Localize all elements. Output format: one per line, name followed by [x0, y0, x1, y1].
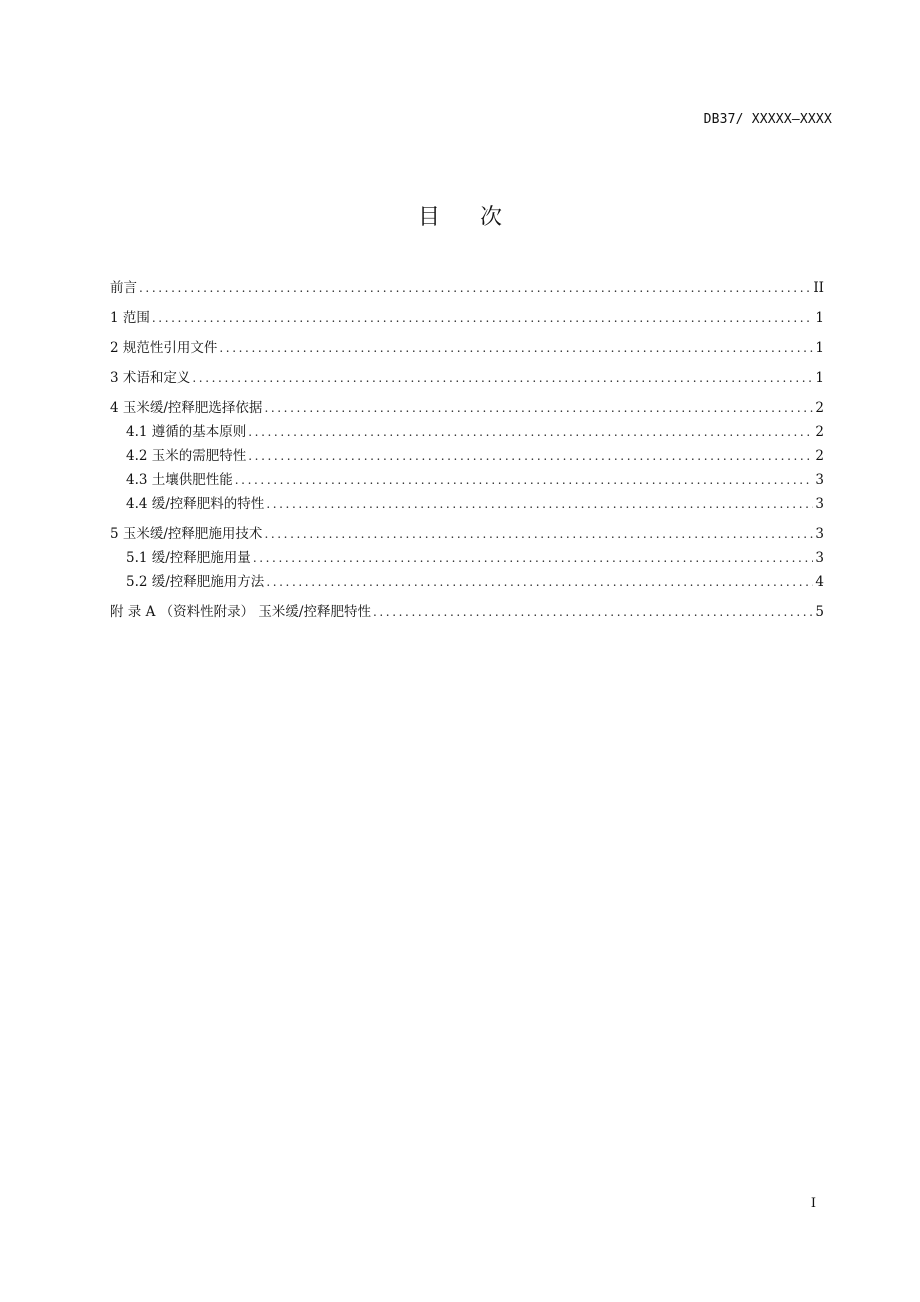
dot-leader [266, 494, 813, 514]
toc-entry-label: 5.1 缓/控释肥施用量 [126, 550, 251, 566]
toc-entry-page: 3 [815, 472, 824, 488]
toc-entry-label: 4 玉米缓/控释肥选择依据 [110, 400, 263, 416]
toc-entry-appendix-a[interactable] [110, 602, 824, 622]
toc-entry-terms-definitions[interactable] [110, 368, 824, 388]
toc-entry-label: 4.4 缓/控释肥料的特性 [126, 496, 265, 512]
dot-leader [139, 278, 811, 298]
toc-entry-section-5-2[interactable] [110, 572, 824, 592]
toc-entry-label: 2 规范性引用文件 [110, 340, 218, 356]
toc-entry-section-4[interactable] [110, 398, 824, 418]
toc-entry-label: 3 术语和定义 [110, 370, 191, 386]
dot-leader [373, 602, 813, 622]
dot-leader [192, 368, 813, 388]
toc-entry-label: 5 玉米缓/控释肥施用技术 [110, 526, 263, 542]
dot-leader [235, 470, 814, 490]
toc-entry-page: 1 [815, 310, 824, 326]
toc-entry-label: 4.2 玉米的需肥特性 [126, 448, 247, 464]
toc-entry-label: 前言 [110, 280, 137, 296]
toc-entry-label: 4.1 遵循的基本原则 [126, 424, 247, 440]
page-number: I [810, 1196, 816, 1211]
toc-entry-page: 4 [815, 574, 824, 590]
toc-entry-page: 1 [815, 370, 824, 386]
dot-leader [264, 398, 813, 418]
toc-entry-section-5[interactable] [110, 524, 824, 544]
dot-leader [264, 524, 813, 544]
toc-entry-section-4-2[interactable] [110, 446, 824, 466]
table-of-contents [110, 278, 824, 622]
toc-entry-page: 5 [815, 604, 824, 620]
toc-entry-section-4-3[interactable] [110, 470, 824, 490]
document-code: DB37/ XXXXX—XXXX [703, 112, 832, 127]
toc-entry-page: 2 [815, 448, 824, 464]
toc-entry-page: 2 [815, 400, 824, 416]
toc-entry-section-4-1[interactable] [110, 422, 824, 442]
dot-leader [219, 338, 813, 358]
toc-entry-label: 附 录 A （资料性附录） 玉米缓/控释肥特性 [110, 604, 371, 620]
toc-entry-page: 2 [815, 424, 824, 440]
toc-entry-page: II [813, 280, 824, 296]
dot-leader [152, 308, 814, 328]
toc-entry-page: 1 [815, 340, 824, 356]
toc-entry-page: 3 [815, 526, 824, 542]
toc-entry-label: 5.2 缓/控释肥施用方法 [126, 574, 265, 590]
toc-entry-normative-references[interactable] [110, 338, 824, 358]
dot-leader [253, 548, 814, 568]
toc-entry-scope[interactable] [110, 308, 824, 328]
toc-title: 目次 [417, 205, 542, 230]
toc-entry-label: 1 范围 [110, 310, 150, 326]
dot-leader [266, 572, 813, 592]
toc-entry-foreword[interactable] [110, 278, 824, 298]
toc-entry-page: 3 [815, 550, 824, 566]
toc-entry-section-5-1[interactable] [110, 548, 824, 568]
toc-entry-section-4-4[interactable] [110, 494, 824, 514]
toc-entry-page: 3 [815, 496, 824, 512]
dot-leader [248, 446, 813, 466]
toc-entry-label: 4.3 土壤供肥性能 [126, 472, 233, 488]
dot-leader [248, 422, 813, 442]
